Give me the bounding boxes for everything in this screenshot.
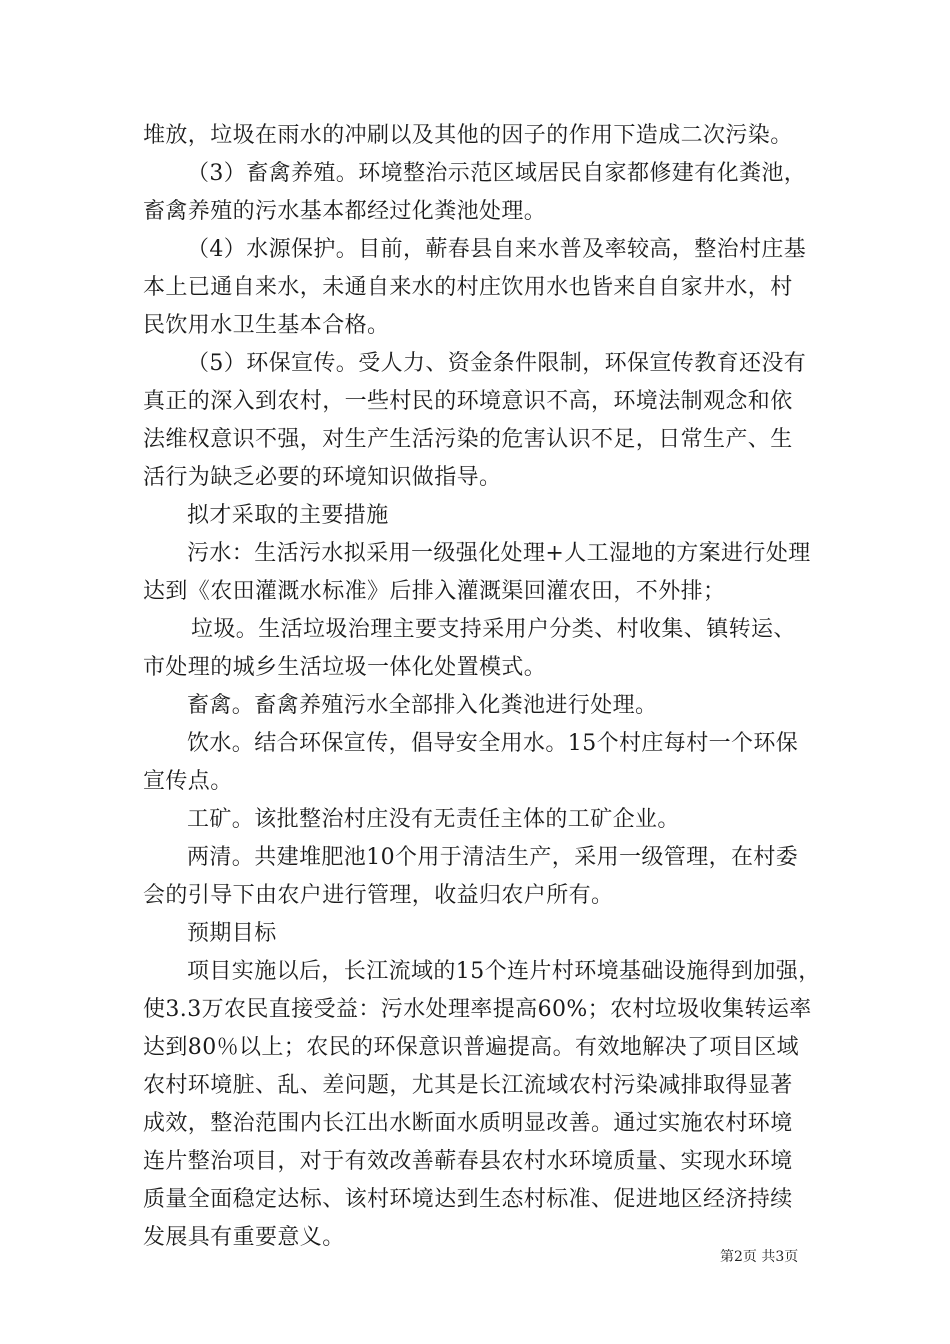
- paragraph-line: 项目实施以后，长江流域的15个连片村环境基础设施得到加强，: [187, 959, 821, 984]
- paragraph-line: 畜禽。畜禽养殖污水全部排入化粪池进行处理。: [187, 693, 658, 718]
- paragraph-line: 污水：生活污水拟采用一级强化处理+人工湿地的方案进行处理: [187, 541, 811, 566]
- paragraph-line: 成效，整治范围内长江出水断面水质明显改善。通过实施农村环境: [143, 1111, 793, 1136]
- paragraph-line: 两清。共建堆肥池10个用于清洁生产，采用一级管理，在村委: [187, 845, 799, 870]
- section-heading: 预期目标: [187, 921, 277, 946]
- paragraph-line: 发展具有重要意义。: [143, 1225, 345, 1250]
- paragraph-line: （4）水源保护。目前，蕲春县自来水普及率较高，整治村庄基: [187, 237, 807, 262]
- paragraph-line: 法维权意识不强，对生产生活污染的危害认识不足，日常生产、生: [143, 427, 793, 452]
- paragraph-line: 活行为缺乏必要的环境知识做指导。: [143, 465, 502, 490]
- paragraph-line: 垃圾。生活垃圾治理主要支持采用户分类、村收集、镇转运、: [191, 617, 796, 642]
- paragraph-line: 饮水。结合环保宣传，倡导安全用水。15个村庄每村一个环保: [187, 731, 799, 756]
- paragraph-line: （5）环保宣传。受人力、资金条件限制，环保宣传教育还没有: [187, 351, 807, 376]
- paragraph-line: 市处理的城乡生活垃圾一体化处置模式。: [143, 655, 547, 680]
- paragraph-line: 本上已通自来水，未通自来水的村庄饮用水也皆来自自家井水，村: [143, 275, 793, 300]
- paragraph-line: 工矿。该批整治村庄没有无责任主体的工矿企业。: [187, 807, 680, 832]
- section-heading: 拟才采取的主要措施: [187, 503, 389, 528]
- paragraph-line: 达到《农田灌溉水标准》后排入灌溉渠回灌农田，不外排；: [143, 579, 726, 604]
- paragraph-line: 农村环境脏、乱、差问题，尤其是长江流域农村污染减排取得显著: [143, 1073, 793, 1098]
- page-number-footer: 第2页 共3页: [720, 1249, 799, 1265]
- paragraph-line: （3）畜禽养殖。环境整治示范区域居民自家都修建有化粪池，: [187, 161, 807, 186]
- paragraph-line: 使3.3万农民直接受益：污水处理率提高60%；农村垃圾收集转运率: [143, 997, 812, 1022]
- paragraph-line: 质量全面稳定达标、该村环境达到生态村标准、促进地区经济持续: [143, 1187, 793, 1212]
- paragraph-line: 连片整治项目，对于有效改善蕲春县农村水环境质量、实现水环境: [143, 1149, 793, 1174]
- paragraph-line: 堆放，垃圾在雨水的冲刷以及其他的因子的作用下造成二次污染。: [143, 123, 793, 148]
- paragraph-line: 真正的深入到农村，一些村民的环境意识不高，环境法制观念和依: [143, 389, 793, 414]
- paragraph-line: 达到80％以上；农民的环保意识普遍提高。有效地解决了项目区域: [143, 1035, 799, 1060]
- paragraph-line: 会的引导下由农户进行管理，收益归农户所有。: [143, 883, 614, 908]
- paragraph-line: 民饮用水卫生基本合格。: [143, 313, 390, 338]
- paragraph-line: 宣传点。: [143, 769, 233, 794]
- paragraph-line: 畜禽养殖的污水基本都经过化粪池处理。: [143, 199, 547, 224]
